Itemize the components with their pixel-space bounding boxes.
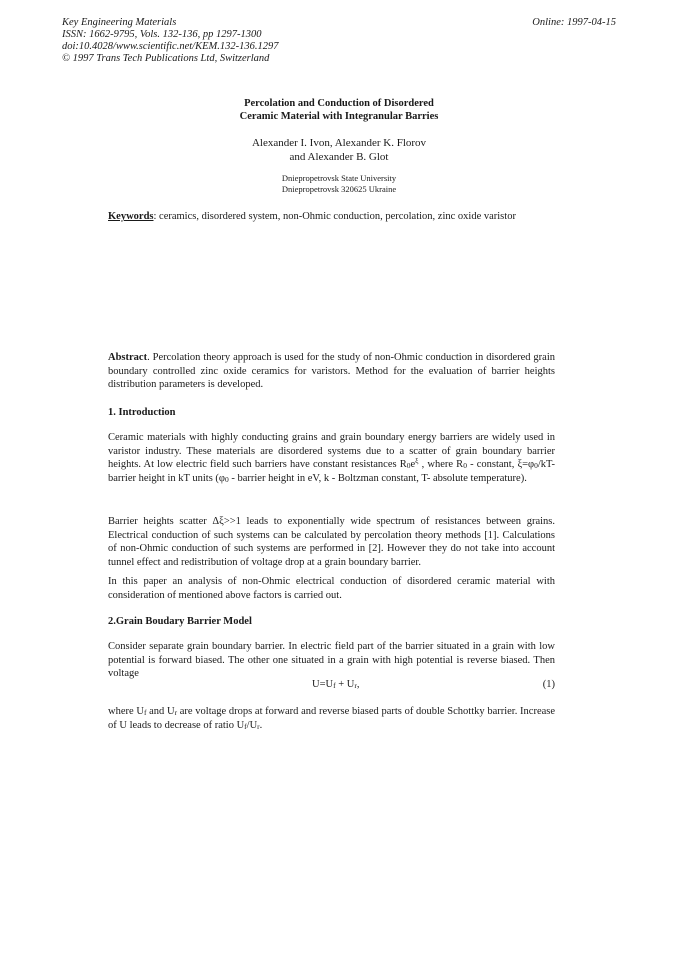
abstract — [108, 351, 555, 392]
doi-line[interactable]: doi:10.4028/www.scientific.net/KEM.132-136.1297 — [62, 41, 279, 52]
journal-header — [62, 17, 279, 65]
model-paragraph-2: where $U_f$ and $U_r$ are voltage drops at forward and reverse biased parts of double Schottky barrier. Increase of U leads to decrease of ratio $U_f/U_r$. — [108, 706, 556, 731]
keywords-text: : ceramics, disordered system, non-Ohmic conduction, percolation, zinc oxide varistor — [153, 211, 516, 222]
intro-paragraph-2: Barrier heights scatter Δξ>>1 leads to exponentially wide spectrum of resistances between grains. Electrical conduction of such systems can be calculated by percolation theory methods [1]. Calculations of non-Ohmic conduction of such systems are performed in [2]. However they do not take into account tunnel effect and redistribution of voltage drop at a grain boundary barrier. — [108, 516, 555, 569]
title-line-1: Percolation and Conduction of Disordered — [244, 98, 434, 109]
title-line-2: Ceramic Material with Integranular Barries — [239, 111, 439, 122]
authors-line-1: Alexander I. Ivon, Alexander K. Florov — [251, 137, 427, 149]
copyright-line: © 1997 Trans Tech Publications Ltd, Switzerland — [62, 53, 270, 64]
authors-line-2: and Alexander B. Glot — [289, 151, 389, 163]
affiliation-line-1: Dniepropetrovsk State University — [281, 173, 397, 183]
keywords — [108, 210, 568, 223]
intro-paragraph-1: Ceramic materials with highly conducting grains and grain boundary energy barriers are widely used in varistor industry. These materials are disordered systems due to a scatter of grain boundary barrier heights. At low electric field such barriers have constant resistances $R_0e^\xi$ , where $R_0$ - constant, $\xi=\varphi_0/kT$-barrier height in kT units ($\varphi_0$ - barrier height in eV, k - Boltzman constant, T- absolute temperature). — [108, 432, 555, 485]
equation-number: (1) — [542, 679, 555, 690]
journal-name: Key Engineering Materials — [62, 17, 177, 28]
section-heading-introduction: 1. Introduction — [108, 407, 176, 418]
section-heading-model: 2.Grain Boudary Barrier Model — [108, 616, 252, 627]
abstract-label: Abstract — [108, 352, 148, 363]
model-paragraph-1: Consider separate grain boundary barrier. In electric field part of the barrier situated in a grain with low potential is forward biased. The other one situated in a grain with high potential is reverse biased. Then voltage — [108, 641, 555, 680]
affiliation-line-2: Dniepropetrovsk 320625 Ukraine — [281, 184, 397, 194]
online-date — [532, 17, 616, 29]
online-date-text: Online: 1997-04-15 — [532, 17, 616, 28]
issn-line: ISSN: 1662-9795, Vols. 132-136, pp 1297-1300 — [62, 29, 262, 40]
author-list — [0, 136, 678, 164]
abstract-text: . Percolation theory approach is used for the study of non-Ohmic conduction in disordered grain boundary controlled zinc oxide ceramics for varistors. Method for the evaluation of barrier heights distribution parameters is developed. — [108, 352, 555, 391]
paper-title — [0, 97, 678, 123]
affiliation — [0, 173, 678, 195]
intro-paragraph-3: In this paper an analysis of non-Ohmic electrical conduction of disordered ceramic material with consideration of mentioned above factors is carried out. — [108, 576, 555, 601]
equation-1 — [108, 679, 555, 693]
equation-expression: $U=U_f + U_r$, — [312, 679, 360, 690]
keywords-label: Keywords — [108, 211, 154, 222]
